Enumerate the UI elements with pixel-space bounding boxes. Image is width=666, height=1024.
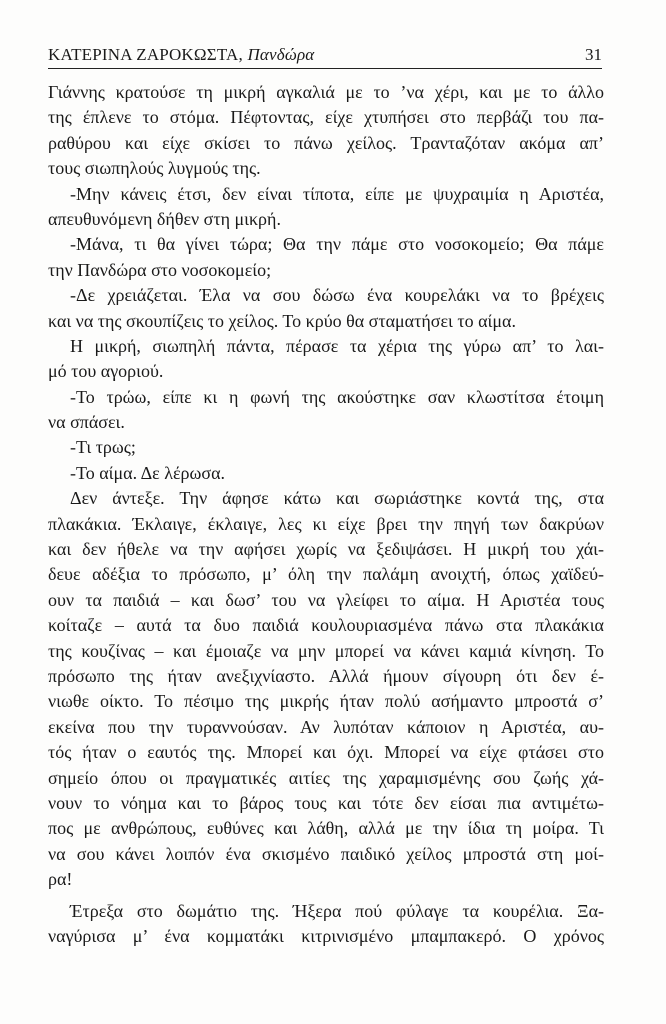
text-line: την Πανδώρα στο νοσοκομείο; [48,259,272,280]
text-line: απευθυνόμενη δήθεν στη μικρή. [48,208,281,229]
text-line: ραθύρου και είχε σκίσει το πάνω χείλος. Τρανταζόταν ακόμα απ’ [48,132,604,153]
page-number: 31 [585,45,602,64]
text-line: Η μικρή, σιωπηλή πάντα, πέρασε τα χέρια της γύρω απ’ το λαι- [70,335,604,356]
text-line: ουν τα παιδιά – και δωσ’ του να γλείφει το αίμα. Η Αριστέα τους [48,589,604,610]
text-line: πλακάκια. Έκλαιγε, έκλαιγε, λες κι είχε βρει την πηγή των δακρύων [48,513,604,534]
text-line: ρα! [48,869,73,890]
text-line: να σου κάνει λοιπόν ένα σκισμένο παιδικό χείλος μπροστά στη μοί- [48,843,604,864]
book-title: Πανδώρα [247,45,315,64]
text-line: -Δε χρειάζεται. Έλα να σου δώσω ένα κουρελάκι να το βρέχεις [70,285,604,306]
text-line: της κουζίνας – και έμοιαζε να μην μπορεί να κάνει καμιά κίνηση. Το [48,640,604,661]
text-line: νουν το νόημα και το βάρος τους και τότε δεν είσαι πια αντιμέτω- [48,792,604,813]
text-line: -Μην κάνεις έτσι, δεν είναι τίποτα, είπε με ψυχραιμία η Αριστέα, [70,183,604,204]
text-line: της έπλενε το στόμα. Πέφτοντας, είχε χτυπήσει στο περβάζι του πα- [48,107,604,128]
text-line: να σπάσει. [48,412,125,433]
running-head [48,45,314,65]
text-line: και να της σκουπίζεις το χείλος. Το κρύο θα σταματήσει το αίμα. [48,310,516,331]
text-line: -Μάνα, τι θα γίνει τώρα; Θα την πάμε στο νοσοκομείο; Θα πάμε [70,234,604,255]
text-line: και δεν ήθελε να την αφήσει χωρίς να ξεδιψάσει. Η μικρή του χάι- [48,539,604,560]
text-line: πος με ανθρώπους, ευθύνες και λάθη, αλλά με την ίδια τη μοίρα. Τι [48,818,604,839]
body-text [48,80,604,949]
text-line: κοίταζε – αυτά τα δυο παιδιά κουλουριασμένα πάνω στα πλακάκια [48,615,604,636]
text-line: τός ήταν ο εαυτός της. Μπορεί και όχι. Μπορεί να είχε φτάσει στο [48,742,604,763]
text-line: νιωθε οίκτο. Το πέσιμο της μικρής ήταν πολύ ασήμαντο μπροστά σ’ [48,691,604,712]
text-line: πρόσωπο της ήταν ανεξιχνίαστο. Αλλά ήμουν σίγουρη ότι δεν έ- [48,665,604,686]
text-line: εκείνα που την τυραννούσαν. Αν λυπόταν κάποιον η Αριστέα, αυ- [48,716,604,737]
text-line: Έτρεξα στο δωμάτιο της. Ήξερα πού φύλαγε τα κουρέλια. Ξα- [70,900,604,921]
text-line: σημείο όπου οι πραγματικές αιτίες της χαραμισμένης σου ζωής χά- [48,767,604,788]
text-line: Γιάννης κρατούσε τη μικρή αγκαλιά με το ’να χέρι, και με το άλλο [48,82,604,102]
text-line: δευε αδέξια το πρόσωπο, μ’ όλη την παλάμη ανοιχτή, όπως χαϊδεύ- [48,564,604,585]
text-line: -Το αίμα. Δε λέρωσα. [70,462,225,483]
running-header [48,44,602,69]
author-name: ΚΑΤΕΡΙΝΑ ΖΑΡΟΚΩΣΤΑ, [48,45,243,64]
text-line: -Το τρώω, είπε κι η φωνή της ακούστηκε σαν κλωστίτσα έτοιμη [70,386,604,407]
text-line: μό του αγοριού. [48,361,164,382]
text-line: -Τι τρως; [70,437,136,458]
text-line: Δεν άντεξε. Την άφησε κάτω και σωριάστηκε κοντά της, στα [70,488,604,509]
text-line: ναγύρισα μ’ ένα κομματάκι κιτρινισμένο μπαμπακερό. Ο χρόνος [48,925,604,946]
text-line: τους σιωπηλούς λυγμούς της. [48,158,261,179]
